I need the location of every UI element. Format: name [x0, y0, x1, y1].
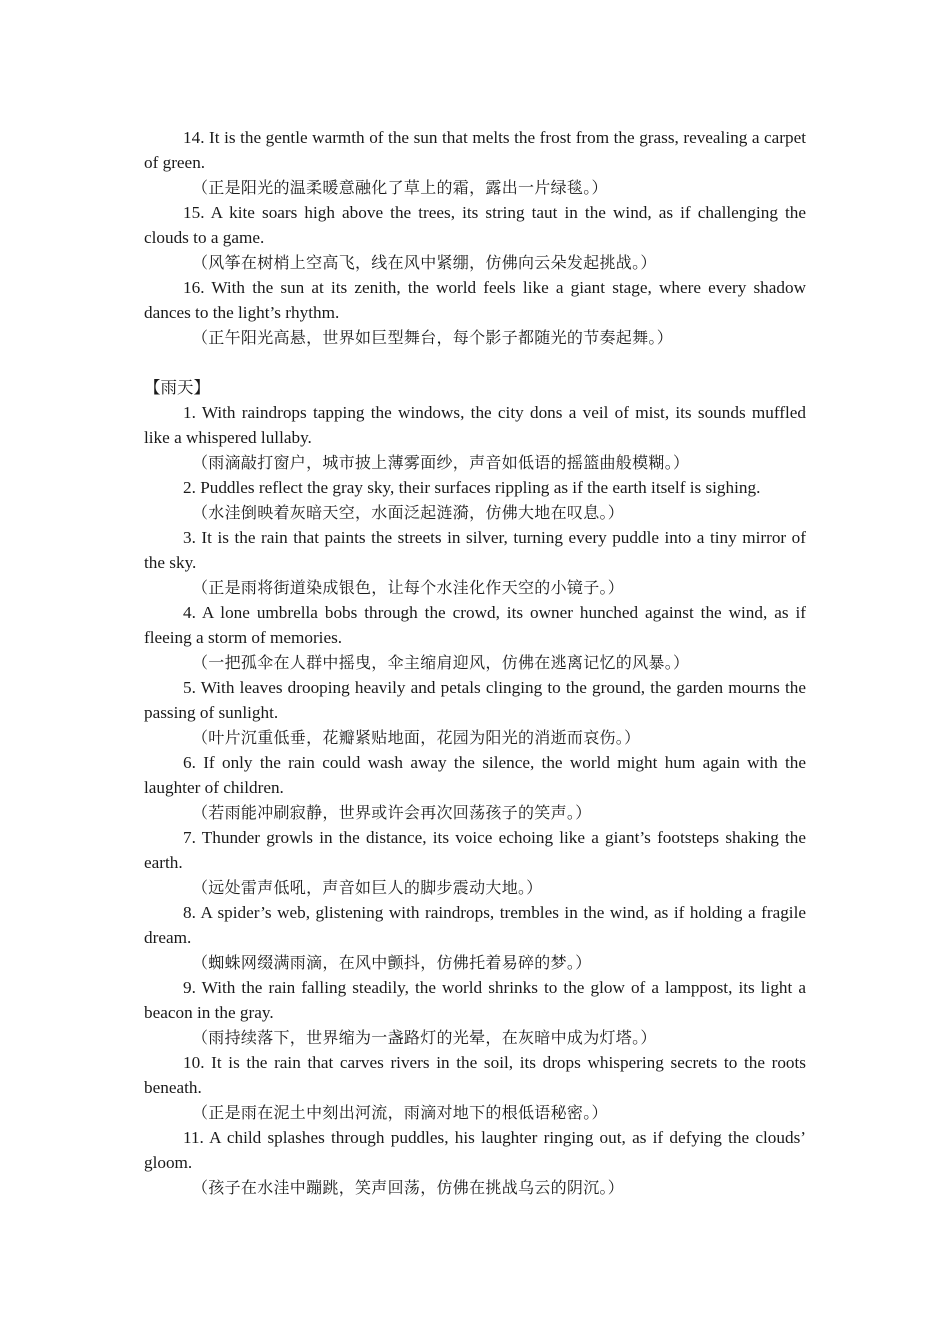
- chinese-translation: （雨持续落下，世界缩为一盏路灯的光晕，在灰暗中成为灯塔。）: [192, 1028, 657, 1047]
- rain-entry-4: [144, 600, 806, 675]
- rain-entry-6: [144, 750, 806, 825]
- chinese-translation: （风筝在树梢上空高飞，线在风中紧绷，仿佛向云朵发起挑战。）: [192, 253, 657, 272]
- chinese-translation: （叶片沉重低垂，花瓣紧贴地面，花园为阳光的消逝而哀伤。）: [192, 728, 641, 747]
- rain-entry-3: [144, 525, 806, 600]
- rain-entry-2: [144, 475, 806, 525]
- rain-entry-5: [144, 675, 806, 750]
- english-sentence: 3. It is the rain that paints the streets in silver, turning every puddle into a tiny mirror of the sky.: [144, 528, 806, 572]
- english-sentence: 5. With leaves drooping heavily and petals clinging to the ground, the garden mourns the passing of sunlight.: [144, 678, 806, 722]
- english-sentence: 10. It is the rain that carves rivers in the soil, its drops whispering secrets to the roots beneath.: [144, 1053, 806, 1097]
- english-sentence: 15. A kite soars high above the trees, its string taut in the wind, as if challenging the clouds to a game.: [144, 203, 806, 247]
- rain-entry-1: [144, 400, 806, 475]
- chinese-translation: （蜘蛛网缀满雨滴，在风中颤抖，仿佛托着易碎的梦。）: [192, 953, 592, 972]
- english-sentence: 6. If only the rain could wash away the silence, the world might hum again with the laughter of children.: [144, 753, 806, 797]
- english-sentence: 14. It is the gentle warmth of the sun that melts the frost from the grass, revealing a carpet of green.: [144, 128, 806, 172]
- chinese-translation: （水洼倒映着灰暗天空，水面泛起涟漪，仿佛大地在叹息。）: [192, 503, 625, 522]
- english-sentence: 4. A lone umbrella bobs through the crowd, its owner hunched against the wind, as if fleeing a storm of memories.: [144, 603, 806, 647]
- rain-entry-9: [144, 975, 806, 1050]
- section-spacer: [144, 350, 806, 375]
- english-sentence: 9. With the rain falling steadily, the world shrinks to the glow of a lamppost, its light a beacon in the gray.: [144, 978, 806, 1022]
- english-sentence: 8. A spider’s web, glistening with raindrops, trembles in the wind, as if holding a fragile dream.: [144, 903, 806, 947]
- chinese-translation: （孩子在水洼中蹦跳，笑声回荡，仿佛在挑战乌云的阴沉。）: [192, 1178, 625, 1197]
- rain-entry-11: [144, 1125, 806, 1200]
- chinese-translation: （正午阳光高悬，世界如巨型舞台，每个影子都随光的节奏起舞。）: [192, 328, 674, 347]
- section-heading-rainy: 【雨天】: [144, 378, 210, 397]
- english-sentence: 1. With raindrops tapping the windows, the city dons a veil of mist, its sounds muffled like a whispered lullaby.: [144, 403, 806, 447]
- english-sentence: 11. A child splashes through puddles, his laughter ringing out, as if defying the clouds’ gloom.: [144, 1128, 806, 1172]
- english-sentence: 7. Thunder growls in the distance, its voice echoing like a giant’s footsteps shaking the earth.: [144, 828, 806, 872]
- chinese-translation: （正是雨将街道染成银色，让每个水洼化作天空的小镜子。）: [192, 578, 625, 597]
- sentence-entry-14: [144, 125, 806, 200]
- chinese-translation: （远处雷声低吼，声音如巨人的脚步震动大地。）: [192, 878, 543, 897]
- chinese-translation: （若雨能冲刷寂静，世界或许会再次回荡孩子的笑声。）: [192, 803, 592, 822]
- chinese-translation: （正是阳光的温柔暖意融化了草上的霜，露出一片绿毯。）: [192, 178, 608, 197]
- chinese-translation: （一把孤伞在人群中摇曳，伞主缩肩迎风，仿佛在逃离记忆的风暴。）: [192, 653, 690, 672]
- rain-entry-10: [144, 1050, 806, 1125]
- english-sentence: 16. With the sun at its zenith, the world feels like a giant stage, where every shadow dances to the light’s rhythm.: [144, 278, 806, 322]
- rain-entry-8: [144, 900, 806, 975]
- rain-entry-7: [144, 825, 806, 900]
- sentence-entry-15: [144, 200, 806, 275]
- chinese-translation: （正是雨在泥土中刻出河流，雨滴对地下的根低语秘密。）: [192, 1103, 608, 1122]
- sentence-entry-16: [144, 275, 806, 350]
- chinese-translation: （雨滴敲打窗户，城市披上薄雾面纱，声音如低语的摇篮曲般模糊。）: [192, 453, 690, 472]
- document-page: [144, 125, 806, 1200]
- english-sentence: 2. Puddles reflect the gray sky, their surfaces rippling as if the earth itself is sighing.: [183, 478, 761, 497]
